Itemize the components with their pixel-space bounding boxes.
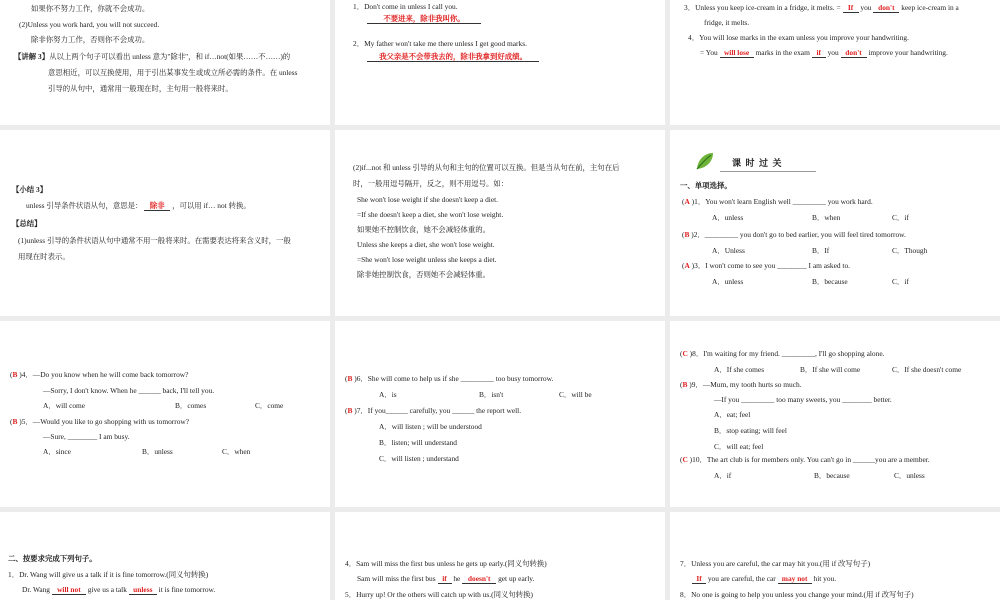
text-line: 时，一般用逗号隔开，反之，则不用逗号。如： <box>353 179 509 188</box>
answer-letter: A <box>684 197 690 206</box>
text-span: get up early. <box>498 574 535 583</box>
answer-blank: If <box>843 4 859 13</box>
text-span: marks in the exam <box>755 48 810 57</box>
leaf-icon <box>694 150 716 172</box>
question-row: (B )9．—Mum, my tooth hurts so much. <box>680 380 802 389</box>
option: B．comes <box>175 401 207 410</box>
slide-panel-2 <box>335 0 665 125</box>
text-line: 8．No one is going to help you unless you change your mind.(用 if 改写句子) <box>680 590 914 599</box>
answer-blank: don't <box>841 49 867 58</box>
question-text: 4．—Do you know when he will come back tomorrow? <box>21 370 189 379</box>
text-span: you <box>860 3 872 12</box>
option: C．if <box>892 213 909 222</box>
question-row: (B )2．_________ you don't go to bed earlier, you will feel tired tomorrow. <box>682 230 906 239</box>
option: B．stop eating; will feel <box>714 426 787 435</box>
option: A．will listen ; will be understood <box>379 422 482 431</box>
option: A．will come <box>43 401 86 410</box>
section-label: 【总结】 <box>12 219 42 228</box>
slide-panel-4 <box>0 130 330 316</box>
answer-letter: C <box>682 349 688 358</box>
option: C．come <box>255 401 284 410</box>
option: C．Though <box>892 246 928 255</box>
text-span: ，可以用 if… not 转换。 <box>172 201 251 210</box>
answer-line <box>367 14 481 24</box>
question-text: —If you _________ too many sweets, you ________ better. <box>714 395 892 404</box>
text-line: =If she doesn't keep a diet, she won't lose weight. <box>357 210 504 219</box>
text-line: (1)unless 引导的条件状语从句中通常不用一般将来时。在需要表达将来含义时，一般 <box>18 236 291 245</box>
answer-line <box>367 52 539 62</box>
question-row: (A )1．You won't learn English well _________ you work hard. <box>682 197 873 206</box>
section-label: 【讲解 3】 <box>14 52 50 61</box>
text-line: 意思相近，可以互换使用，用于引出某事发生或成立所必需的条件。在 unless <box>48 68 298 77</box>
option: B．when <box>812 213 841 222</box>
slide-panel-3 <box>670 0 1000 125</box>
answer-blank: don't <box>873 4 899 13</box>
text-span: unless 引导条件状语从句，意思是： <box>26 201 143 210</box>
text-span: keep ice-cream in a <box>901 3 959 12</box>
text-line: 除非她控制饮食，否则她不会减轻体重。 <box>357 270 491 279</box>
text-line: (2)Unless you work hard, you will not succeed. <box>19 20 160 29</box>
option: B．because <box>812 277 848 286</box>
answer-letter: B <box>12 417 18 426</box>
text-line: 用现在时表示。 <box>18 252 70 261</box>
question-text: 9．—Mum, my tooth hurts so much. <box>691 380 802 389</box>
text-line <box>22 585 215 595</box>
slide-panel-6 <box>670 130 1000 316</box>
question-text: 7．If you______ carefully, you ______ the report well. <box>356 406 522 415</box>
question-text: —Sorry, I don't know. When he ______ back, I'll tell you. <box>43 386 215 395</box>
option: A．eat; feel <box>714 410 751 419</box>
answer-blank: 除非 <box>144 202 170 211</box>
slide-panel-5 <box>335 130 665 316</box>
question-row: (C )8．I'm waiting for my friend. _________, I'll go shopping alone. <box>680 349 885 358</box>
slide-panel-10 <box>0 512 330 600</box>
text-line: 5．Hurry up! Or the others will catch up with us.(同义句转换) <box>345 590 534 599</box>
text-span: Sam will miss the first bus <box>357 574 436 583</box>
section-label: 【小结 3】 <box>12 185 48 194</box>
question-row: (B )4．—Do you know when he will come back tomorrow? <box>10 370 189 379</box>
option: A．if <box>714 471 732 480</box>
option: A．unless <box>712 213 744 222</box>
question-row: (B )5．—Would you like to go shopping with us tomorrow? <box>10 417 190 426</box>
option: A．unless <box>712 277 744 286</box>
question-text: 5．—Would you like to go shopping with us tomorrow? <box>21 417 190 426</box>
question-text: 3．I won't come to see you ________ I am asked to. <box>694 261 851 270</box>
slide-panel-11 <box>335 512 665 600</box>
text-span: give us a talk <box>87 585 127 594</box>
answer-letter: B <box>12 370 18 379</box>
answer-letter: B <box>347 406 353 415</box>
option: B．listen; will understand <box>379 438 458 447</box>
text-span: = You <box>700 48 718 57</box>
option: A．If she comes <box>714 365 765 374</box>
answer-blank: doesn't <box>462 575 496 584</box>
option: C．if <box>892 277 909 286</box>
option: B．isn't <box>479 390 504 399</box>
answer-text: 不要进来，除非我叫你。 <box>367 15 481 24</box>
text-line: 除非你努力工作，否则你不会成功。 <box>31 35 150 44</box>
text-line: Unless she keeps a diet, she won't lose weight. <box>357 240 495 249</box>
text-span: Dr. Wang <box>22 585 51 594</box>
text-line <box>26 201 251 211</box>
answer-blank: may not <box>778 575 812 584</box>
text-line <box>692 574 836 584</box>
text-line: 1．Dr. Wang will give us a talk if it is fine tomorrow.(同义句转换) <box>8 570 209 579</box>
question-row: (A )3．I won't come to see you ________ I am asked to. <box>682 261 851 270</box>
text-line: 引导的从句中，通常用一般现在时，主句用一般将来时。 <box>48 84 233 93</box>
option: B．unless <box>142 447 173 456</box>
option: B．because <box>814 471 850 480</box>
text-span: improve your handwriting. <box>868 48 948 57</box>
answer-letter: C <box>682 455 688 464</box>
answer-blank: if <box>438 575 452 584</box>
slide-panel-7 <box>0 321 330 507</box>
answer-letter: A <box>684 261 690 270</box>
option: A．since <box>43 447 71 456</box>
question-text: 1．Don't come in unless I call you. <box>353 2 458 11</box>
question-row: (B )6．She will come to help us if she _________ too busy tomorrow. <box>345 374 554 383</box>
slide-panel-8 <box>335 321 665 507</box>
section-title: 课 时 过 关 <box>732 158 783 168</box>
question-row: (C )10．The art club is for members only. You can't go in ______you are a member. <box>680 455 930 464</box>
text-line: 如果她不控制饮食，她不会减轻体重的。 <box>357 225 491 234</box>
text-span: 3．Unless you keep ice-cream in a fridge, it melts. = <box>684 3 841 12</box>
question-text: 1．You won't learn English well _________ you work hard. <box>694 197 873 206</box>
section-heading: 一、单项选择。 <box>680 181 732 190</box>
text-line <box>700 48 948 58</box>
text-span: hit you. <box>813 574 837 583</box>
slide-panel-1 <box>0 0 330 125</box>
answer-blank: will lose <box>720 49 754 58</box>
answer-blank: If <box>692 575 706 584</box>
question-row: (B )7．If you______ carefully, you ______ the report well. <box>345 406 522 415</box>
answer-letter: B <box>684 230 690 239</box>
text-line <box>357 574 534 584</box>
question-text: 10．The art club is for members only. You can't go in ______you are a member. <box>692 455 930 464</box>
option: B．If <box>812 246 830 255</box>
option: C．If she doesn't come <box>892 365 962 374</box>
option: A．Unless <box>712 246 745 255</box>
option: C．unless <box>894 471 925 480</box>
slide-panel-12 <box>670 512 1000 600</box>
section-heading: 二、按要求完成下列句子。 <box>8 554 97 563</box>
text-line <box>14 52 290 62</box>
text-line: =She won't lose weight unless she keeps a diet. <box>357 255 497 264</box>
option: C．will eat; feel <box>714 442 764 451</box>
text-span: 从以上两个句子可以看出 unless 意为"除非"，和 if…not(如果……不……)的 <box>49 52 291 61</box>
slide-panel-9 <box>670 321 1000 507</box>
text-line: (2)if...not 和 unless 引导的从句和主句的位置可以互换。但是当从句在前，主句在后 <box>353 163 620 172</box>
text-span: you are careful, the car <box>707 574 776 583</box>
option: A．is <box>379 390 397 399</box>
option: C．will listen ; understand <box>379 454 459 463</box>
text-line: 7．Unless you are careful, the car may hit you.(用 if 改写句子) <box>680 559 871 568</box>
question-text: 2．_________ you don't go to bed earlier, you will feel tired tomorrow. <box>693 230 906 239</box>
answer-blank: if <box>812 49 826 58</box>
answer-blank: unless <box>129 586 157 595</box>
text-line: 如果你不努力工作，你就不会成功。 <box>31 4 150 13</box>
option: C．when <box>222 447 251 456</box>
answer-text: 我父亲是不会带我去的，除非我拿到好成绩。 <box>367 53 539 62</box>
text-line: She won't lose weight if she doesn't keep a diet. <box>357 195 499 204</box>
text-span: you <box>827 48 839 57</box>
text-line: fridge, it melts. <box>704 18 750 27</box>
question-text: 2．My father won't take me there unless I get good marks. <box>353 39 527 48</box>
text-span: it is fine tomorrow. <box>158 585 216 594</box>
option: C．will be <box>559 390 592 399</box>
option: B．If she will come <box>800 365 861 374</box>
text-line: 4．You will lose marks in the exam unless you improve your handwriting. <box>688 33 909 42</box>
question-text: —Sure, ________ I am busy. <box>43 432 130 441</box>
answer-blank: will not <box>52 586 86 595</box>
text-line: 4．Sam will miss the first bus unless he gets up early.(同义句转换) <box>345 559 547 568</box>
question-text: 6．She will come to help us if she _________ too busy tomorrow. <box>356 374 554 383</box>
question-text: 8．I'm waiting for my friend. _________, I'll go shopping alone. <box>692 349 885 358</box>
answer-letter: B <box>347 374 353 383</box>
text-span: he <box>453 574 461 583</box>
title-underline <box>720 171 816 172</box>
text-line <box>684 3 959 13</box>
answer-letter: B <box>682 380 688 389</box>
